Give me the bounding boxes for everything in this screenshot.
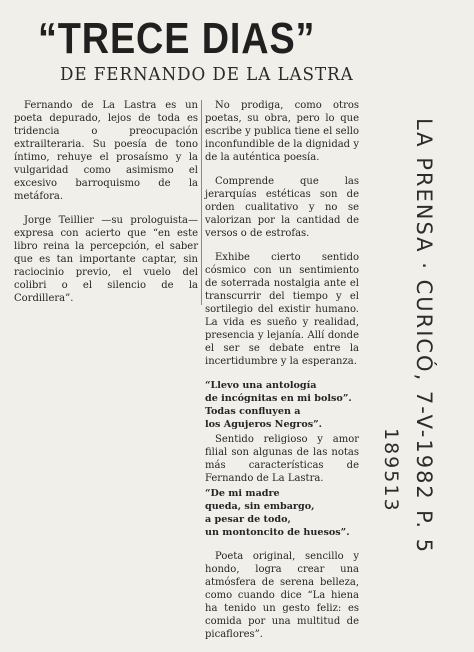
left-column xyxy=(14,99,198,316)
right-column xyxy=(205,99,359,652)
paragraph: Jorge Teillier —su prologuista— expresa con acierto que “en este libro reina la percepción, el saber que es tan importante captar, sin raciocinio previo, el vuelo del colibri o el silencio de la Cordillera”. xyxy=(14,215,198,304)
poem-line: los Agujeros Negros”. xyxy=(205,419,322,430)
poem-line: queda, sin embargo, xyxy=(205,501,315,512)
poem-line: un montoncito de huesos”. xyxy=(205,527,350,538)
poem-line: de incógnitas en mi bolso”. xyxy=(205,393,352,404)
article-title: “TRECE DIAS” xyxy=(38,14,316,63)
paragraph: Comprende que las jerarquías estéticas son de orden cualitativo y no se valorizan por la cantidad de versos o de estrofas. xyxy=(205,176,359,239)
handwritten-source-note: LA PRENSA · CURICÓ, 7-V-1982 xyxy=(412,118,436,501)
poem-line: “De mi madre xyxy=(205,488,280,499)
paragraph: No prodiga, como otros poetas, su obra, pero lo que escribe y publica tiene el sello inconfundible de la dignidad y de la auténtica poesía. xyxy=(205,100,359,163)
paragraph: Fernando de La Lastra es un poeta depurado, lejos de toda es tridencia o preocupación extrailteraria. Su poesía de tono íntimo, rehuye el prosaísmo y la vulgaridad como asimismo el excesivo barroquismo de la metáfora. xyxy=(14,100,198,202)
paragraph: Sentido religioso y amor filial son algunas de las notas más características de Fernando de La Lastra. xyxy=(205,434,359,484)
poem-line: a pesar de todo, xyxy=(205,514,291,525)
handwritten-catalog-number: 189513 xyxy=(380,428,402,513)
poem-quote xyxy=(205,379,359,431)
poem-line: Todas confluyen a xyxy=(205,406,301,417)
paragraph: Exhibe cierto sentido cósmico con un sentimiento de soterrada nostalgia ante el transcurrir del tiempo y el sortilegio del existir humano. La vida es sueño y realidad, presencia y lejanía. Allí donde el ser se debate entre la incertidumbre y la esperanza. xyxy=(205,252,359,367)
column-divider xyxy=(201,100,202,305)
poem-quote xyxy=(205,487,359,539)
paragraph: Poeta original, sencillo y hondo, logra crear una atmósfera de serena belleza, como cuando dice “La hiena ha tenido un gesto feliz: es comida por una multitud de picaflores”. xyxy=(205,551,359,640)
article-subtitle: DE FERNANDO DE LA LASTRA xyxy=(60,64,354,85)
poem-line: “Llevo una antología xyxy=(205,380,317,391)
handwritten-page-note: P. 5 xyxy=(412,510,436,555)
